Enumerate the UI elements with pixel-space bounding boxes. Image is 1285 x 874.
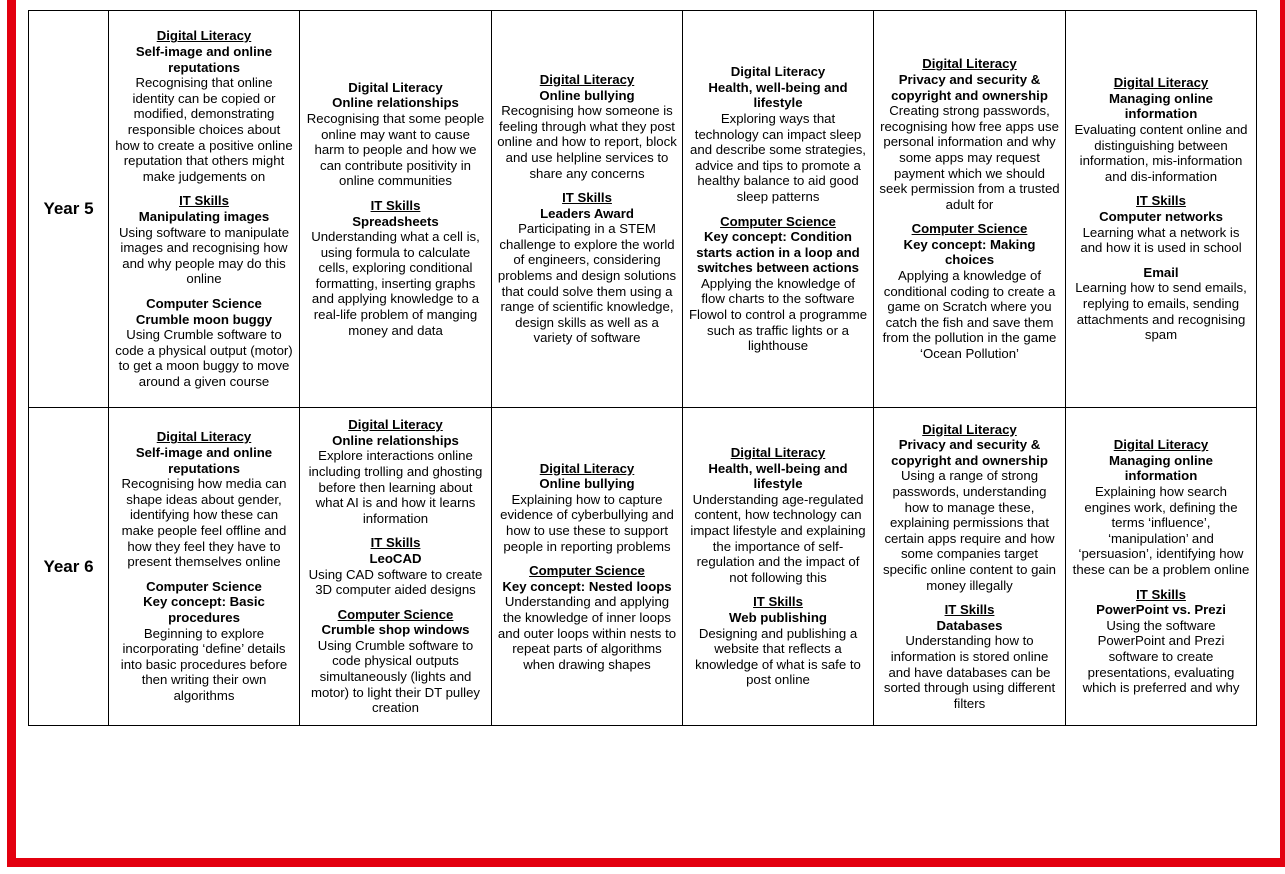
topic-description: Evaluating content online and distinguishing between information, mis-information and dis-information (1074, 122, 1248, 184)
topic-title: Managing online information (1108, 90, 1214, 122)
table-cell (874, 11, 1066, 408)
table-cell (683, 408, 874, 726)
topic-description: Understanding age-regulated content, how technology can impact lifestyle and explaining the importance of self-regulation and the impact of not following this (690, 491, 866, 585)
topic-block (879, 56, 1060, 212)
subject-heading: Computer Science (911, 221, 1028, 237)
topic-title: Key concept: Making choices (903, 236, 1036, 268)
subject-heading: Digital Literacy (156, 28, 252, 44)
table-cell (109, 11, 300, 408)
topic-description: Applying a knowledge of conditional coding to create a game on Scratch where you catch the fish and save them from the pollution in the game ‘Ocean Pollution’ (882, 268, 1057, 362)
subject-heading: Digital Literacy (156, 429, 252, 445)
table-cell (492, 408, 683, 726)
subject-heading: Digital Literacy (730, 445, 826, 461)
topic-block (879, 221, 1060, 361)
subject-heading: IT Skills (1136, 586, 1186, 602)
topic-title: Digital Literacy Online relationships (332, 79, 459, 111)
topic-block (1071, 265, 1251, 343)
subject-heading: IT Skills (370, 535, 421, 551)
topic-description: Learning how to send emails, replying to emails, sending attachments and recognising spam (1075, 280, 1247, 343)
topic-description: Understanding how to information is stored online and have databases can be sorted through using different filters (883, 633, 1056, 711)
topic-description: Participating in a STEM challenge to explore the world of engineers, considering problems and design solutions that could solve them using a range of scientific knowledge, design skills as well as a variety of software (497, 221, 677, 346)
table-cell (109, 408, 300, 726)
topic-description: Recognising how someone is feeling through what they post online and how to report, block and use helpline services to share any concerns (497, 103, 677, 181)
topic-block (497, 563, 677, 672)
topic-title: Email (1143, 264, 1179, 280)
topic-title: Computer networks (1099, 209, 1223, 224)
topic-title: Crumble shop windows (321, 622, 470, 638)
topic-block (497, 461, 677, 555)
subject-heading: Computer Science (337, 606, 454, 622)
topic-title: Databases (936, 617, 1003, 633)
subject-heading: Digital Literacy (922, 56, 1017, 72)
topic-block (305, 417, 486, 526)
topic-title: Web publishing (729, 609, 827, 625)
topic-title: Computer Science Key concept: Basic procedures (143, 578, 265, 625)
topic-title: Privacy and security & copyright and ownership (891, 437, 1048, 468)
subject-heading: IT Skills (370, 197, 421, 213)
topic-title: Online relationships (332, 432, 459, 448)
topic-block (305, 198, 486, 338)
topic-title: Spreadsheets (352, 213, 439, 229)
topic-block (305, 535, 486, 597)
topic-description: Explaining how search engines work, defining the terms ‘influence’, ‘manipulation’ and ‘persuasion’, identifying how these can be a problem online (1072, 484, 1250, 577)
topic-block (305, 607, 486, 716)
topic-description: Explore interactions online including trolling and ghosting before then learning about what AI is and how it learns information (308, 448, 483, 526)
table-cell (300, 11, 492, 408)
curriculum-table (28, 10, 1257, 726)
topic-title: Health, well-being and lifestyle (708, 460, 848, 492)
topic-block (305, 80, 486, 189)
topic-description: Using CAD software to create 3D computer aided designs (308, 566, 483, 598)
topic-description: Using Crumble software to code a physical output (motor) to get a moon buggy to move around a given course (115, 327, 293, 389)
topic-block (688, 214, 868, 354)
topic-title: Digital Literacy Health, well-being and lifestyle (708, 64, 848, 111)
topic-block (114, 193, 294, 287)
subject-heading: IT Skills (944, 602, 995, 618)
topic-title: Manipulating images (138, 209, 270, 224)
subject-heading: Computer Science (529, 563, 645, 579)
topic-block (688, 64, 868, 204)
subject-heading: Digital Literacy (539, 71, 635, 87)
table-cell (1066, 408, 1257, 726)
topic-title: PowerPoint vs. Prezi (1096, 602, 1226, 618)
subject-heading: Digital Literacy (1113, 437, 1209, 453)
topic-title: Online bullying (539, 87, 635, 103)
topic-title: Key concept: Condition starts action in a loop and switches between actions (696, 229, 860, 276)
topic-block (1071, 193, 1251, 255)
subject-heading: Computer Science (720, 213, 836, 229)
topic-title: Self-image and online reputations (135, 445, 273, 476)
topic-block (879, 422, 1060, 594)
topic-title: Privacy and security & copyright and ownership (891, 71, 1048, 103)
table-row (29, 408, 1257, 726)
topic-block (497, 72, 677, 181)
subject-heading: Digital Literacy (922, 421, 1017, 437)
topic-title: LeoCAD (369, 550, 422, 566)
table-cell (1066, 11, 1257, 408)
topic-description: Applying the knowledge of flow charts to the software Flowol to control a programme such as traffic lights or a lighthouse (688, 275, 868, 354)
topic-description: Using software to manipulate images and recognising how and why people may do this online (118, 224, 290, 287)
topic-block (114, 429, 294, 569)
topic-description: Using a range of strong passwords, understanding how to manage these, explaining permissions that certain apps require and how some companies target specific online content to gain money illegally (882, 468, 1056, 593)
year-label: Year 5 (29, 11, 109, 408)
topic-title: Key concept: Nested loops (502, 578, 672, 594)
topic-block (114, 28, 294, 184)
year-label: Year 6 (29, 408, 109, 726)
topic-title: Leaders Award (540, 205, 634, 221)
topic-description: Using Crumble software to code physical outputs simultaneously (lights and motor) to light their DT pulley creation (310, 637, 481, 716)
topic-description: Creating strong passwords, recognising how free apps use personal information and why some apps may request payment which we should seek permission from a trusted adult for (879, 103, 1060, 212)
topic-block (1071, 75, 1251, 184)
subject-heading: IT Skills (1136, 193, 1186, 209)
table-cell (492, 11, 683, 408)
topic-description: Using the software PowerPoint and Prezi software to create presentations, evaluating which is preferred and why (1082, 617, 1240, 696)
topic-description: Recognising that some people online may want to cause harm to people and how we can contribute positivity in online communities (306, 110, 485, 189)
topic-description: Recognising that online identity can be copied or modified, demonstrating responsible choices about how to create a positive online reputation that others might make judgements on (115, 75, 293, 184)
topic-block (497, 190, 677, 346)
subject-heading: Digital Literacy (1113, 75, 1209, 91)
topic-block (114, 296, 294, 390)
table-row (29, 11, 1257, 408)
subject-heading: IT Skills (562, 190, 612, 206)
topic-description: Beginning to explore incorporating ‘define’ details into basic procedures before then writing their own algorithms (120, 625, 288, 703)
topic-description: Learning what a network is and how it is used in school (1080, 224, 1242, 256)
topic-block (879, 602, 1060, 711)
topic-title: Online bullying (539, 476, 635, 492)
topic-title: Self-image and online reputations (135, 44, 273, 75)
table-cell (874, 408, 1066, 726)
topic-description: Understanding what a cell is, using formula to calculate cells, exploring conditional formatting, inserting graphs and applying knowledge to a real-life problem of manging money and data (311, 229, 480, 338)
topic-block (688, 594, 868, 688)
subject-heading: IT Skills (179, 193, 229, 209)
topic-description: Designing and publishing a website that reflects a knowledge of what is safe to post online (695, 625, 861, 688)
topic-title: Managing online information (1108, 452, 1214, 484)
topic-block (1071, 587, 1251, 696)
subject-heading: Digital Literacy (539, 460, 635, 476)
topic-title: Computer Science Crumble moon buggy (135, 295, 273, 327)
topic-description: Understanding and applying the knowledge of inner loops and outer loops within nests to repeat parts of algorithms when drawing shapes (497, 594, 677, 672)
topic-description: Explaining how to capture evidence of cyberbullying and how to use these to support people in reporting problems (500, 491, 674, 554)
subject-heading: IT Skills (753, 594, 803, 610)
topic-block (114, 579, 294, 704)
topic-block (1071, 437, 1251, 577)
table-cell (683, 11, 874, 408)
topic-description: Recognising how media can shape ideas about gender, identifying how these can make people feel offline and how they feel they have to present themselves online (121, 476, 287, 570)
topic-block (688, 445, 868, 585)
topic-description: Exploring ways that technology can impact sleep and describe some strategies, advice and tips to promote a healthy balance to aid good sleep patterns (690, 110, 866, 204)
subject-heading: Digital Literacy (348, 417, 443, 433)
table-cell (300, 408, 492, 726)
